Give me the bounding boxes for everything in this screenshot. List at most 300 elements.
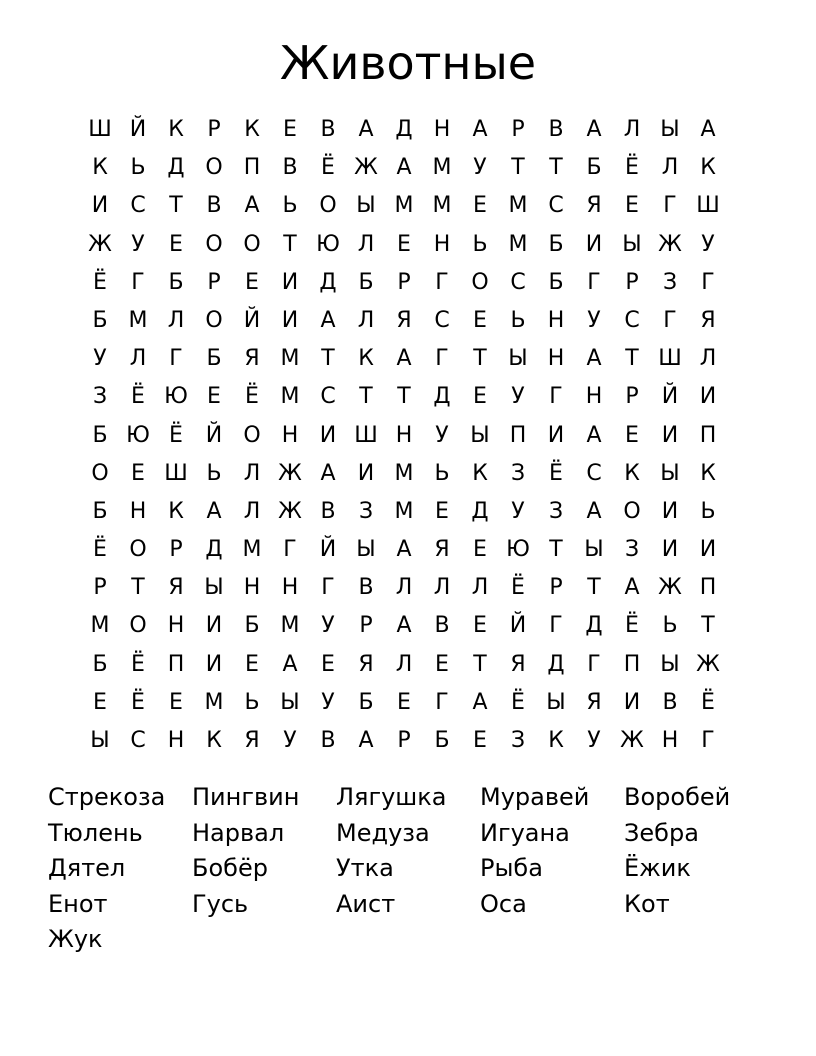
- grid-letter: Н: [395, 422, 413, 448]
- word-list-item: Дятел: [48, 854, 126, 882]
- grid-letter: Б: [358, 689, 374, 715]
- grid-letter: К: [168, 117, 184, 142]
- grid-letter: М: [394, 193, 414, 219]
- word-list-item: Жук: [48, 925, 103, 953]
- grid-letter: Т: [587, 575, 601, 601]
- grid-letter: Г: [701, 728, 715, 753]
- grid-letter: А: [586, 117, 602, 142]
- grid-letter: З: [358, 498, 374, 524]
- grid-letter: Й: [661, 384, 679, 410]
- grid-letter: И: [661, 422, 679, 448]
- grid-letter: Б: [92, 307, 108, 333]
- grid-letter: Д: [547, 651, 565, 677]
- grid-letter: Ж: [696, 651, 720, 677]
- grid-letter: Б: [358, 269, 374, 295]
- grid-letter: Н: [281, 422, 299, 448]
- grid-letter: М: [242, 537, 262, 563]
- word-list-item: Утка: [336, 854, 394, 882]
- grid-letter: Е: [397, 689, 411, 715]
- grid-letter: Г: [435, 689, 449, 715]
- grid-letter: Я: [510, 651, 526, 677]
- grid-letter: Ш: [696, 193, 720, 219]
- grid-letter: П: [509, 422, 527, 448]
- grid-letter: Ш: [88, 117, 112, 142]
- grid-letter: М: [394, 460, 414, 486]
- grid-letter: А: [472, 689, 488, 715]
- grid-letter: Г: [131, 269, 145, 295]
- grid-letter: Ж: [88, 231, 112, 257]
- grid-letter: Л: [395, 575, 413, 601]
- grid-letter: У: [435, 422, 449, 448]
- grid-letter: Ь: [472, 231, 488, 257]
- grid-letter: Д: [319, 269, 337, 295]
- grid-letter: А: [282, 651, 298, 677]
- word-list-item: Зебра: [624, 818, 699, 847]
- grid-letter: Ж: [278, 498, 302, 524]
- grid-letter: Д: [205, 537, 223, 563]
- grid-letter: Р: [511, 117, 525, 142]
- grid-letter: Я: [396, 307, 412, 333]
- grid-letter: О: [471, 269, 489, 295]
- grid-letter: Т: [625, 346, 639, 372]
- word-list-item: Ёжик: [624, 854, 691, 882]
- word-list-item: Бобёр: [192, 854, 268, 882]
- grid-letter: И: [661, 498, 679, 524]
- grid-letter: О: [129, 613, 147, 639]
- grid-letter: Е: [169, 689, 183, 715]
- grid-letter: Г: [663, 307, 677, 333]
- grid-letter: Д: [167, 155, 185, 181]
- grid-letter: К: [700, 460, 716, 486]
- grid-letter: И: [281, 269, 299, 295]
- grid-letter: У: [321, 613, 335, 639]
- grid-letter: Т: [397, 384, 411, 410]
- grid-letter: О: [205, 307, 223, 333]
- grid-letter: Ю: [316, 231, 340, 257]
- grid-letter: С: [624, 307, 640, 333]
- grid-letter: Ь: [130, 155, 146, 181]
- grid-letter: У: [587, 307, 601, 333]
- grid-letter: Е: [397, 231, 411, 257]
- grid-letter: К: [92, 155, 108, 181]
- grid-letter: О: [129, 537, 147, 563]
- grid-letter: У: [511, 384, 525, 410]
- grid-letter: Р: [397, 269, 411, 295]
- grid-letter: В: [662, 689, 678, 715]
- grid-letter: Б: [548, 231, 564, 257]
- grid-letter: Ы: [356, 537, 376, 563]
- grid-letter: Ю: [126, 422, 150, 448]
- grid-letter: Т: [549, 155, 563, 181]
- grid-letter: Р: [549, 575, 563, 601]
- grid-letter: Л: [699, 346, 717, 372]
- grid-letter: М: [280, 613, 300, 639]
- grid-letter: Т: [321, 346, 335, 372]
- grid-letter: Й: [319, 537, 337, 563]
- grid-letter: Ы: [622, 231, 642, 257]
- grid-letter: О: [243, 231, 261, 257]
- grid-letter: З: [92, 384, 108, 410]
- grid-letter: В: [434, 613, 450, 639]
- grid-letter: Л: [433, 575, 451, 601]
- grid-letter: А: [700, 117, 716, 142]
- grid-letter: Ь: [244, 689, 260, 715]
- grid-letter: В: [206, 193, 222, 219]
- grid-letter: Л: [357, 307, 375, 333]
- grid-letter: М: [508, 231, 528, 257]
- grid-letter: Н: [661, 728, 679, 753]
- grid-letter: Н: [547, 307, 565, 333]
- grid-letter: Ё: [93, 269, 107, 295]
- grid-letter: Ж: [658, 231, 682, 257]
- grid-letter: И: [319, 422, 337, 448]
- grid-letter: А: [358, 117, 374, 142]
- grid-letter: З: [510, 460, 526, 486]
- grid-letter: С: [510, 269, 526, 295]
- grid-letter: Б: [586, 155, 602, 181]
- grid-letter: О: [205, 155, 223, 181]
- grid-letter: К: [358, 346, 374, 372]
- grid-letter: Е: [245, 651, 259, 677]
- grid-letter: Г: [587, 269, 601, 295]
- grid-letter: М: [432, 155, 452, 181]
- grid-letter: Б: [548, 269, 564, 295]
- grid-letter: Ж: [278, 460, 302, 486]
- grid-letter: Ё: [701, 689, 715, 715]
- grid-letter: В: [320, 117, 336, 142]
- grid-letter: И: [699, 384, 717, 410]
- grid-letter: З: [624, 537, 640, 563]
- grid-letter: Ь: [282, 193, 298, 219]
- grid-letter: Ы: [660, 651, 680, 677]
- grid-letter: Т: [283, 231, 297, 257]
- grid-letter: Ж: [620, 728, 644, 753]
- grid-letter: Р: [625, 269, 639, 295]
- grid-letter: Л: [243, 460, 261, 486]
- grid-letter: Н: [129, 498, 147, 524]
- grid-letter: Б: [244, 613, 260, 639]
- grid-letter: О: [91, 460, 109, 486]
- grid-letter: Г: [435, 269, 449, 295]
- grid-letter: Е: [625, 193, 639, 219]
- grid-letter: Г: [663, 193, 677, 219]
- grid-letter: Ё: [131, 689, 145, 715]
- grid-letter: О: [623, 498, 641, 524]
- grid-letter: Г: [283, 537, 297, 563]
- grid-letter: З: [510, 728, 526, 753]
- grid-letter: Б: [434, 728, 450, 753]
- grid-letter: Е: [245, 269, 259, 295]
- grid-letter: Е: [473, 193, 487, 219]
- grid-letter: Ё: [625, 155, 639, 181]
- grid-letter: Е: [473, 613, 487, 639]
- grid-letter: В: [282, 155, 298, 181]
- grid-letter: А: [206, 498, 222, 524]
- word-list-item: Пингвин: [192, 783, 300, 811]
- grid-letter: Л: [661, 155, 679, 181]
- grid-letter: Д: [395, 117, 413, 142]
- grid-letter: Р: [625, 384, 639, 410]
- word-list-item: Оса: [480, 889, 527, 918]
- grid-letter: У: [587, 728, 601, 753]
- grid-letter: З: [548, 498, 564, 524]
- grid-letter: Е: [625, 422, 639, 448]
- grid-letter: Ы: [280, 689, 300, 715]
- grid-letter: М: [280, 346, 300, 372]
- grid-letter: Я: [244, 728, 260, 753]
- grid-letter: Б: [92, 498, 108, 524]
- grid-letter: Я: [586, 689, 602, 715]
- grid-letter: Н: [585, 384, 603, 410]
- grid-letter: М: [128, 307, 148, 333]
- grid-letter: А: [396, 613, 412, 639]
- grid-letter: Л: [243, 498, 261, 524]
- grid-letter: С: [130, 193, 146, 219]
- grid-letter: О: [319, 193, 337, 219]
- grid-letter: С: [548, 193, 564, 219]
- grid-letter: У: [283, 728, 297, 753]
- grid-letter: Ь: [206, 460, 222, 486]
- grid-letter: Б: [168, 269, 184, 295]
- grid-letter: Ы: [660, 460, 680, 486]
- grid-letter: О: [205, 231, 223, 257]
- grid-letter: Е: [207, 384, 221, 410]
- grid-letter: М: [204, 689, 224, 715]
- grid-letter: Г: [549, 613, 563, 639]
- grid-letter: Л: [129, 346, 147, 372]
- grid-letter: Р: [207, 269, 221, 295]
- grid-letter: Л: [395, 651, 413, 677]
- grid-letter: Е: [435, 651, 449, 677]
- grid-letter: К: [472, 460, 488, 486]
- grid-letter: О: [243, 422, 261, 448]
- grid-letter: Г: [169, 346, 183, 372]
- word-list-item: Енот: [48, 889, 108, 918]
- grid-letter: Я: [434, 537, 450, 563]
- grid-letter: Л: [167, 307, 185, 333]
- grid-letter: У: [131, 231, 145, 257]
- grid-letter: А: [320, 460, 336, 486]
- grid-letter: А: [396, 537, 412, 563]
- grid-letter: Ю: [164, 384, 188, 410]
- word-list-item: Муравей: [480, 783, 590, 811]
- grid-letter: Ы: [508, 346, 528, 372]
- grid-letter: Й: [205, 422, 223, 448]
- grid-letter: Ё: [131, 384, 145, 410]
- grid-letter: А: [396, 155, 412, 181]
- grid-letter: А: [586, 498, 602, 524]
- grid-letter: И: [623, 689, 641, 715]
- grid-letter: Ё: [625, 613, 639, 639]
- letter-grid: [81, 111, 727, 760]
- grid-letter: Р: [207, 117, 221, 142]
- grid-letter: И: [281, 307, 299, 333]
- page-title: Животные: [279, 36, 537, 90]
- grid-letter: Ш: [164, 460, 188, 486]
- grid-letter: Е: [169, 231, 183, 257]
- grid-letter: Б: [92, 422, 108, 448]
- grid-letter: Г: [587, 651, 601, 677]
- grid-letter: Р: [93, 575, 107, 601]
- grid-letter: У: [93, 346, 107, 372]
- grid-letter: Я: [168, 575, 184, 601]
- grid-letter: Р: [169, 537, 183, 563]
- grid-letter: М: [90, 613, 110, 639]
- grid-letter: В: [548, 117, 564, 142]
- grid-letter: А: [320, 307, 336, 333]
- grid-letter: Р: [359, 613, 373, 639]
- word-list-item: Аист: [336, 889, 396, 918]
- grid-letter: Я: [244, 346, 260, 372]
- grid-letter: Е: [473, 728, 487, 753]
- grid-letter: Б: [92, 651, 108, 677]
- grid-letter: И: [661, 537, 679, 563]
- grid-letter: Ы: [660, 117, 680, 142]
- word-list-item: Медуза: [336, 818, 430, 847]
- grid-letter: Ы: [584, 537, 604, 563]
- grid-letter: В: [320, 498, 336, 524]
- grid-letter: Е: [283, 117, 297, 142]
- grid-letter: И: [91, 193, 109, 219]
- grid-letter: И: [547, 422, 565, 448]
- word-list: [48, 780, 768, 958]
- grid-letter: К: [206, 728, 222, 753]
- grid-letter: Й: [509, 613, 527, 639]
- grid-letter: И: [205, 651, 223, 677]
- grid-letter: З: [662, 269, 678, 295]
- word-list-item: Тюлень: [48, 818, 143, 847]
- grid-letter: П: [623, 651, 641, 677]
- grid-letter: Г: [435, 346, 449, 372]
- grid-letter: Й: [129, 117, 147, 142]
- grid-letter: Ы: [356, 193, 376, 219]
- grid-letter: Е: [473, 307, 487, 333]
- grid-letter: П: [167, 651, 185, 677]
- grid-letter: Е: [321, 651, 335, 677]
- grid-letter: Ь: [434, 460, 450, 486]
- grid-letter: Ы: [204, 575, 224, 601]
- grid-letter: П: [699, 422, 717, 448]
- grid-letter: Ё: [511, 575, 525, 601]
- word-list-item: Гусь: [192, 889, 249, 918]
- grid-letter: А: [244, 193, 260, 219]
- grid-letter: Н: [167, 613, 185, 639]
- grid-letter: М: [508, 193, 528, 219]
- grid-letter: Д: [471, 498, 489, 524]
- grid-letter: К: [168, 498, 184, 524]
- grid-letter: С: [586, 460, 602, 486]
- grid-letter: Ё: [511, 689, 525, 715]
- grid-letter: И: [699, 537, 717, 563]
- grid-letter: Ь: [700, 498, 716, 524]
- grid-letter: Е: [473, 537, 487, 563]
- grid-letter: Ь: [510, 307, 526, 333]
- grid-letter: Ё: [93, 537, 107, 563]
- word-list-item: Воробей: [624, 783, 731, 811]
- grid-letter: Т: [511, 155, 525, 181]
- grid-letter: П: [699, 575, 717, 601]
- grid-letter: В: [358, 575, 374, 601]
- grid-letter: Г: [701, 269, 715, 295]
- word-list-item: Нарвал: [192, 818, 285, 847]
- grid-letter: Й: [243, 307, 261, 333]
- word-list-item: Кот: [624, 889, 670, 918]
- grid-letter: Т: [359, 384, 373, 410]
- grid-letter: А: [586, 422, 602, 448]
- grid-letter: Д: [433, 384, 451, 410]
- grid-letter: Ё: [549, 460, 563, 486]
- word-list-item: Рыба: [480, 854, 543, 882]
- grid-letter: Т: [549, 537, 563, 563]
- grid-letter: Г: [321, 575, 335, 601]
- grid-letter: А: [358, 728, 374, 753]
- grid-letter: М: [394, 498, 414, 524]
- grid-letter: И: [205, 613, 223, 639]
- grid-letter: С: [320, 384, 336, 410]
- grid-letter: С: [130, 728, 146, 753]
- word-list-item: Лягушка: [336, 783, 447, 811]
- grid-letter: Т: [473, 346, 487, 372]
- grid-letter: Т: [169, 193, 183, 219]
- grid-letter: Ё: [169, 422, 183, 448]
- grid-letter: Т: [473, 651, 487, 677]
- grid-letter: Н: [433, 231, 451, 257]
- grid-letter: Ь: [662, 613, 678, 639]
- grid-letter: Ж: [658, 575, 682, 601]
- grid-letter: А: [586, 346, 602, 372]
- grid-letter: Я: [586, 193, 602, 219]
- grid-letter: Т: [701, 613, 715, 639]
- grid-letter: Е: [435, 498, 449, 524]
- word-list-item: Игуана: [480, 818, 570, 847]
- grid-letter: А: [472, 117, 488, 142]
- grid-letter: У: [511, 498, 525, 524]
- grid-letter: Б: [206, 346, 222, 372]
- grid-letter: Я: [700, 307, 716, 333]
- grid-letter: Ё: [321, 155, 335, 181]
- grid-letter: Е: [93, 689, 107, 715]
- grid-letter: К: [548, 728, 564, 753]
- grid-letter: Т: [131, 575, 145, 601]
- grid-letter: Н: [243, 575, 261, 601]
- grid-letter: Л: [357, 231, 375, 257]
- grid-letter: П: [243, 155, 261, 181]
- grid-letter: Я: [358, 651, 374, 677]
- grid-letter: Ё: [131, 651, 145, 677]
- grid-letter: И: [585, 231, 603, 257]
- grid-letter: Е: [131, 460, 145, 486]
- grid-letter: У: [321, 689, 335, 715]
- grid-letter: К: [624, 460, 640, 486]
- grid-letter: В: [320, 728, 336, 753]
- grid-letter: Н: [547, 346, 565, 372]
- grid-letter: Л: [623, 117, 641, 142]
- grid-letter: С: [434, 307, 450, 333]
- grid-letter: Е: [473, 384, 487, 410]
- grid-letter: А: [396, 346, 412, 372]
- grid-letter: И: [357, 460, 375, 486]
- grid-letter: Н: [433, 117, 451, 142]
- grid-letter: Ш: [658, 346, 682, 372]
- grid-letter: К: [244, 117, 260, 142]
- grid-letter: У: [701, 231, 715, 257]
- grid-letter: М: [432, 193, 452, 219]
- grid-letter: Л: [471, 575, 489, 601]
- grid-letter: К: [700, 155, 716, 181]
- grid-letter: Ы: [90, 728, 110, 753]
- grid-letter: Г: [549, 384, 563, 410]
- grid-letter: Р: [397, 728, 411, 753]
